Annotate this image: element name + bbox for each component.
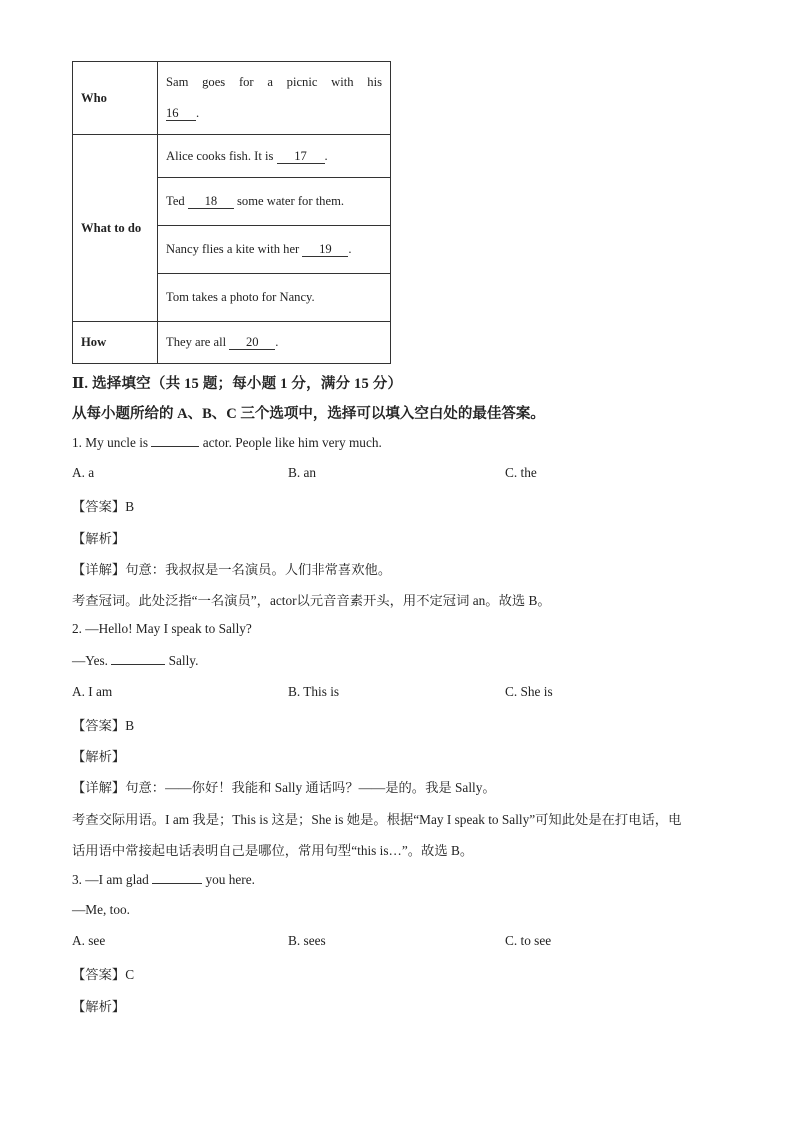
what-label: What to do (73, 135, 158, 322)
what-row-2: Ted 18 some water for them. (158, 178, 391, 226)
option-a: A. I am (72, 684, 113, 699)
who-label: Who (73, 62, 158, 135)
who-cell: Sam goes for a picnic with his 16 . (158, 62, 391, 135)
question-3: 3. —I am glad you here. (72, 872, 255, 887)
option-c: C. to see (505, 933, 552, 948)
question-3-options (72, 933, 722, 951)
option-b: B. This is (288, 684, 340, 699)
question-3-reply: —Me, too. (72, 902, 130, 917)
analysis-1: 【解析】 (72, 531, 126, 546)
explain-2a: 考查交际用语。I am 我是；This is 这是；She is 她是。根据“May I speak to Sally”可知此处是在打电话，电 (72, 812, 682, 827)
table-row-how (73, 322, 391, 364)
option-c: C. She is (505, 684, 553, 699)
what-row-1: Alice cooks fish. It is 17 . (158, 135, 391, 178)
question-2: 2. —Hello! May I speak to Sally? (72, 621, 252, 636)
option-a: A. see (72, 933, 106, 948)
question-1-blank (151, 434, 199, 447)
detail-1: 【详解】句意：我叔叔是一名演员。人们非常喜欢他。 (72, 562, 392, 577)
option-a: A. a (72, 465, 95, 480)
question-2-blank (111, 652, 165, 665)
question-2-options (72, 684, 722, 702)
question-1-options (72, 465, 722, 483)
table-row-what-1 (73, 135, 391, 178)
instruction: 从每小题所给的 A、B、C 三个选项中，选择可以填入空白处的最佳答案。 (72, 406, 545, 422)
who-text: Sam goes for a picnic with his (166, 75, 382, 89)
option-b: B. an (288, 465, 317, 480)
analysis-2: 【解析】 (72, 749, 126, 764)
detail-2: 【详解】句意：——你好！我能和 Sally 通话吗？——是的。我是 Sally。 (72, 780, 496, 795)
analysis-3: 【解析】 (72, 999, 126, 1014)
blank-20: 20 (229, 336, 275, 350)
how-cell: They are all 20 . (158, 322, 391, 364)
answer-3: 【答案】C (72, 967, 135, 982)
explain-1: 考查冠词。此处泛指“一名演员”，actor以元音音素开头，用不定冠词 an。故选 B。 (72, 593, 551, 608)
how-label: How (73, 322, 158, 364)
what-row-4: Tom takes a photo for Nancy. (158, 274, 391, 322)
blank-17: 17 (277, 150, 325, 164)
explain-2b: 话用语中常接起电话表明自己是哪位，常用句型“this is…”。故选 B。 (72, 843, 474, 858)
picnic-table (72, 61, 391, 364)
blank-19: 19 (302, 243, 348, 257)
answer-2: 【答案】B (72, 718, 135, 733)
option-b: B. sees (288, 933, 326, 948)
blank-16: 16 (166, 107, 196, 121)
question-1: 1. My uncle is actor. People like him very much. (72, 435, 382, 450)
blank-18: 18 (188, 195, 234, 209)
section-title: Ⅱ. 选择填空（共 15 题；每小题 1 分，满分 15 分） (72, 376, 403, 392)
question-2-reply: —Yes. Sally. (72, 653, 199, 668)
answer-1: 【答案】B (72, 499, 135, 514)
option-c: C. the (505, 465, 537, 480)
question-3-blank (152, 871, 202, 884)
table-row-who (73, 62, 391, 135)
what-row-3: Nancy flies a kite with her 19 . (158, 226, 391, 274)
